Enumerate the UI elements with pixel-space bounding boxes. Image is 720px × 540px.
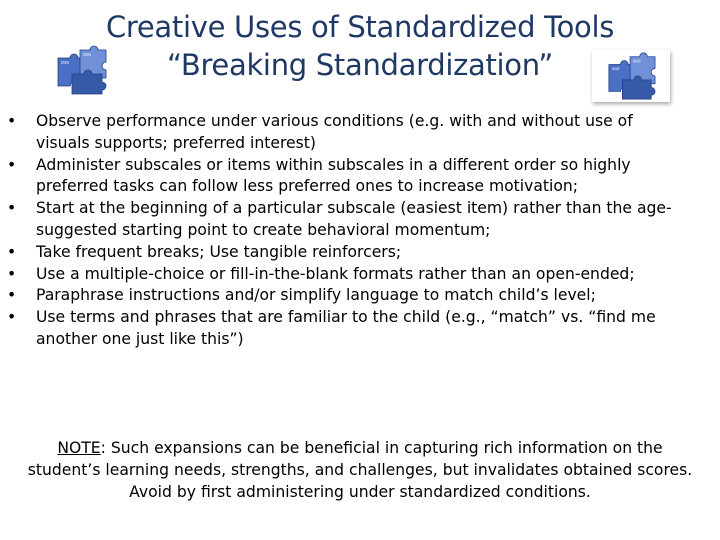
bullet-dot: • [7,242,17,261]
note-line-2: student’s learning needs, strengths, and challenges, but invalidates obtained scores. [27,461,693,479]
bullet-dot: • [7,264,17,283]
list-item [0,155,720,199]
note-line-3: Avoid by first administering under standardized conditions. [129,483,591,501]
list-item [0,198,720,242]
bullet-dot: • [7,199,17,218]
note-paragraph [0,437,720,503]
list-item [0,264,720,286]
bullet-text: preferred tasks can follow less preferred ones to increase motivation; [36,177,579,196]
bullet-text: Start at the beginning of a particular subscale (easiest item) rather than the age- [36,199,672,218]
bullet-text: Paraphrase instructions and/or simplify language to match child’s level; [36,286,596,305]
list-item [0,285,720,307]
bullet-text: visuals supports; preferred interest) [36,133,316,152]
title-line-2: “Breaking Standardization” [167,48,553,82]
bullet-text: another one just like this”) [36,329,244,348]
list-item [0,111,720,155]
puzzle-pieces-icon [52,44,110,96]
bullet-dot: • [7,286,17,305]
list-item [0,307,720,351]
bullet-list [0,111,720,351]
note-line-1 [0,437,720,459]
bullet-dot: • [7,308,17,327]
note-text: : Such expansions can be beneficial in capturing rich information on the [100,439,663,457]
bullet-dot: • [7,112,17,130]
bullet-text: Use a multiple-choice or fill-in-the-blank formats rather than an open-ended; [36,264,635,283]
note-label: NOTE [57,439,101,457]
bullet-text: Take frequent breaks; Use tangible reinforcers; [36,242,402,261]
bullet-text: suggested starting point to create behavioral momentum; [36,220,491,239]
bullet-text: Administer subscales or items within subscales in a different order so highly [36,155,631,174]
bullet-text: Observe performance under various conditions (e.g. with and without use of [36,112,633,130]
bullet-text: Use terms and phrases that are familiar to the child (e.g., “match” vs. “find me [36,308,656,327]
puzzle-pieces-icon [592,50,670,102]
title-line-1: Creative Uses of Standardized Tools [105,10,615,44]
bullet-dot: • [7,155,17,174]
list-item [0,242,720,264]
